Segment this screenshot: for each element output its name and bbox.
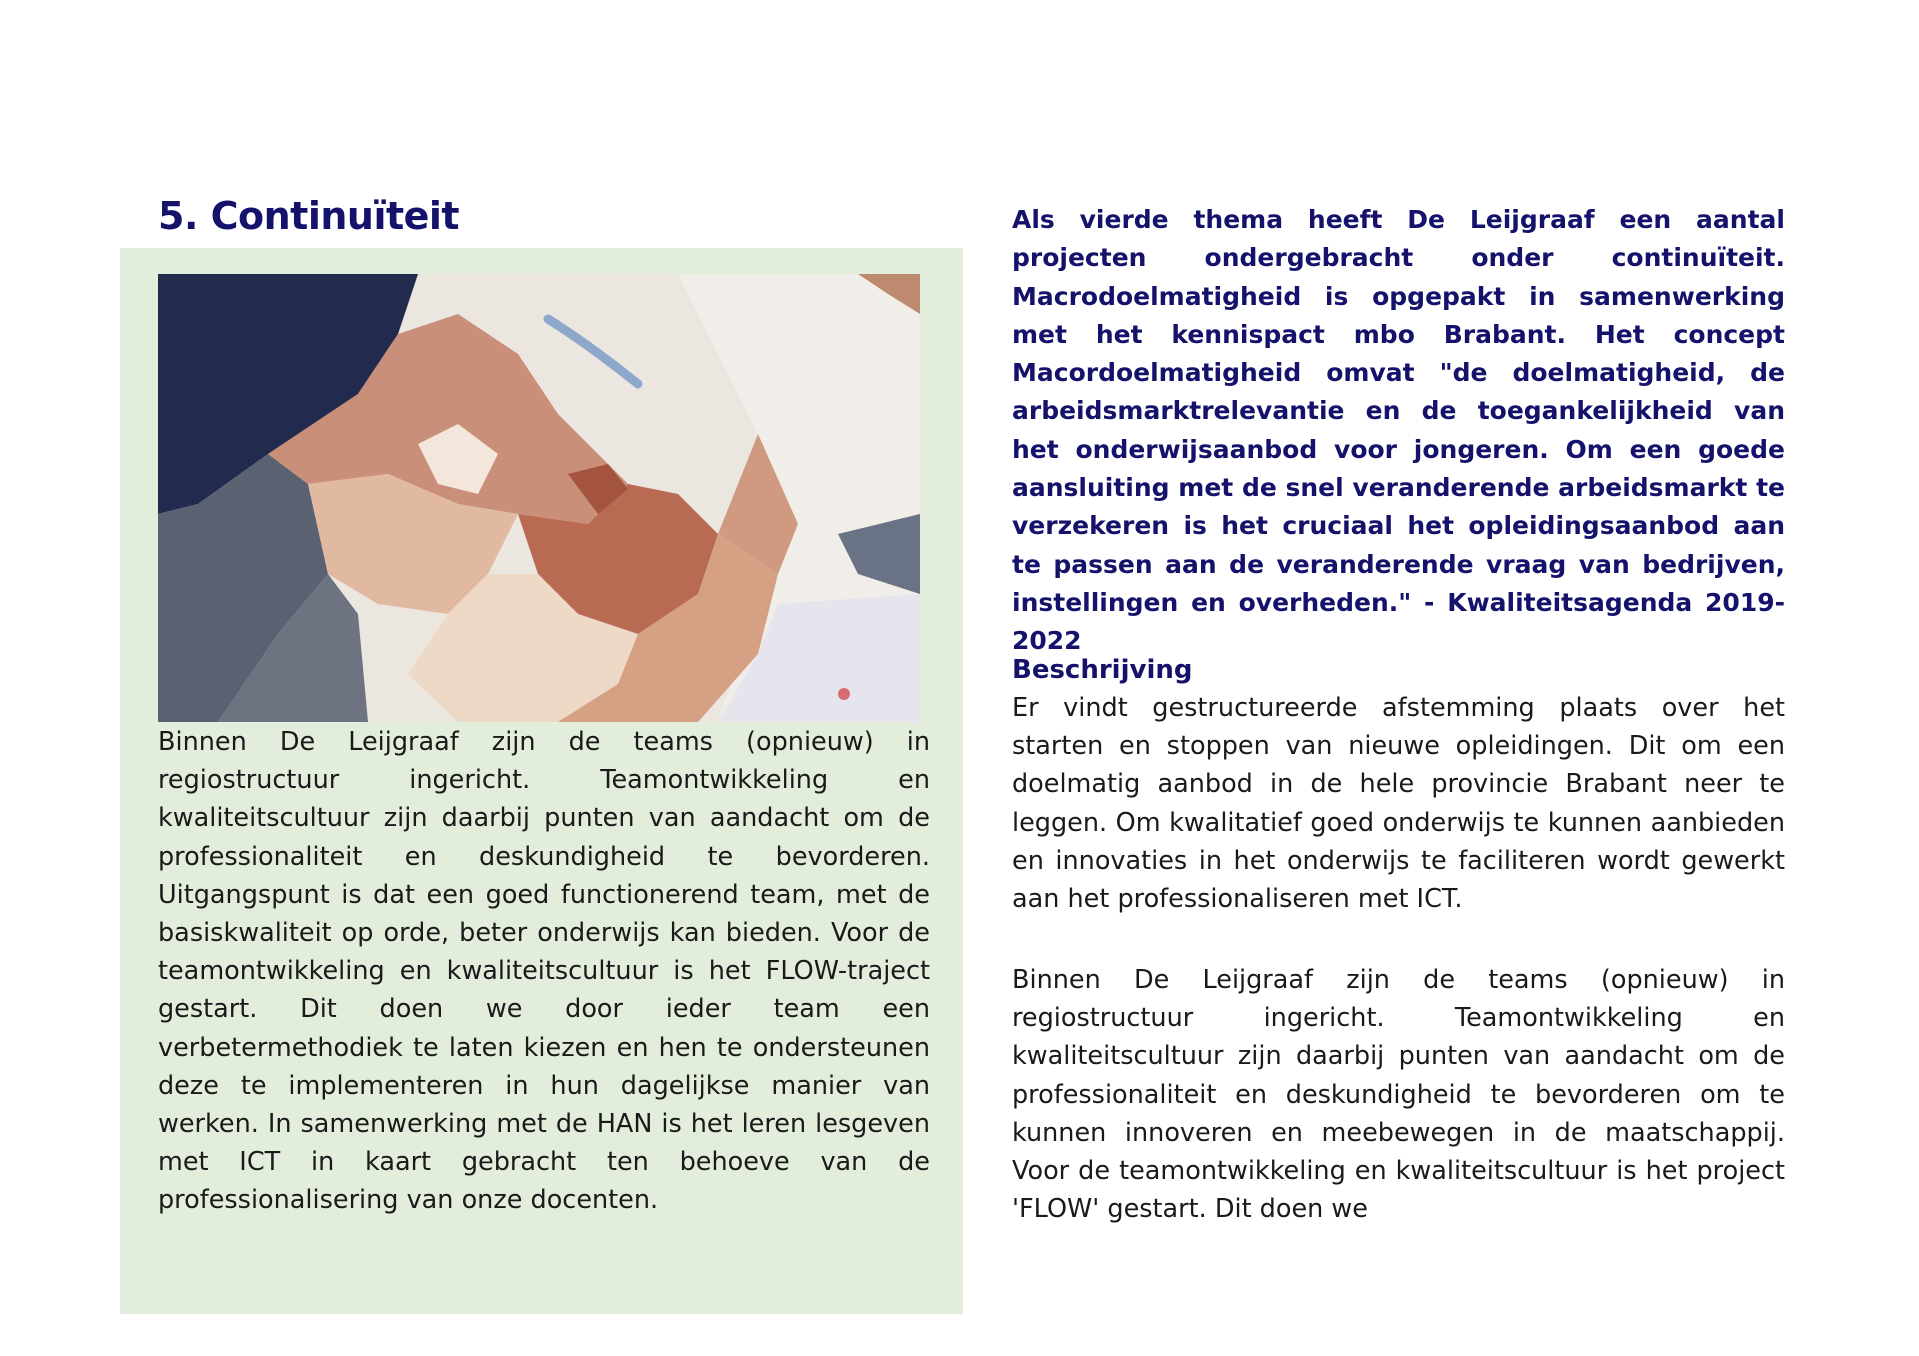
hands-together-photo	[158, 274, 920, 722]
intro-quote: Als vierde thema heeft De Leijgraaf een aantal projecten ondergebracht onder continuïteit. Macrodoelmatigheid is opgepakt in samenwerking met het kennispact mbo Brabant. Het concept Macordoelmatigheid omvat "de doelmatigheid, de arbeidsmarktrelevantie en de toegankelijkheid van het onderwijsaanbod voor jongeren. Om een goede aansluiting met de snel veranderende arbeidsmarkt te verzekeren is het cruciaal het opleidingsaanbod aan te passen aan de veranderende vraag van bedrijven, instellingen en overheden." - Kwaliteitsagenda 2019-2022	[1012, 205, 1785, 656]
description-paragraph: Er vindt gestructureerde afstemming plaats over het starten en stoppen van nieuwe opleidingen. Dit om een doelmatig aanbod in de hele provincie Brabant neer te leggen. Om kwalitatief goed onderwijs te kunnen aanbieden en innovaties in het onderwijs te faciliteren wordt gewerkt aan het professionaliseren met ICT.	[1012, 693, 1785, 915]
teams-paragraph: Binnen De Leijgraaf zijn de teams (opnieuw) in regiostructuur ingericht. Teamontwikkeling en kwaliteitscultuur zijn daarbij punten van aandacht om de professionaliteit en deskundigheid te bevorderen om te kunnen innoveren en meebewegen in de maatschappij. Voor de teamontwikkeling en kwaliteitscultuur is het project 'FLOW' gestart. Dit doen we	[1012, 965, 1785, 1225]
left-body-paragraph: Binnen De Leijgraaf zijn de teams (opnieuw) in regiostructuur ingericht. Teamontwikkeling en kwaliteitscultuur zijn daarbij punten van aandacht om de professionaliteit en deskundigheid te bevorderen. Uitgangspunt is dat een goed functionerend team, met de basiskwaliteit op orde, beter onderwijs kan bieden. Voor de teamontwikkeling en kwaliteitscultuur is het FLOW-traject gestart. Dit doen we door ieder team een verbetermethodiek te laten kiezen en hen te ondersteunen deze te implementeren in hun dagelijkse manier van werken. In samenwerking met de HAN is het leren lesgeven met ICT in kaart gebracht ten behoeve van de professionalisering van onze docenten.	[158, 727, 930, 1216]
section-title: 5. Continuïteit	[158, 194, 460, 238]
description-heading: Beschrijving	[1012, 655, 1193, 685]
